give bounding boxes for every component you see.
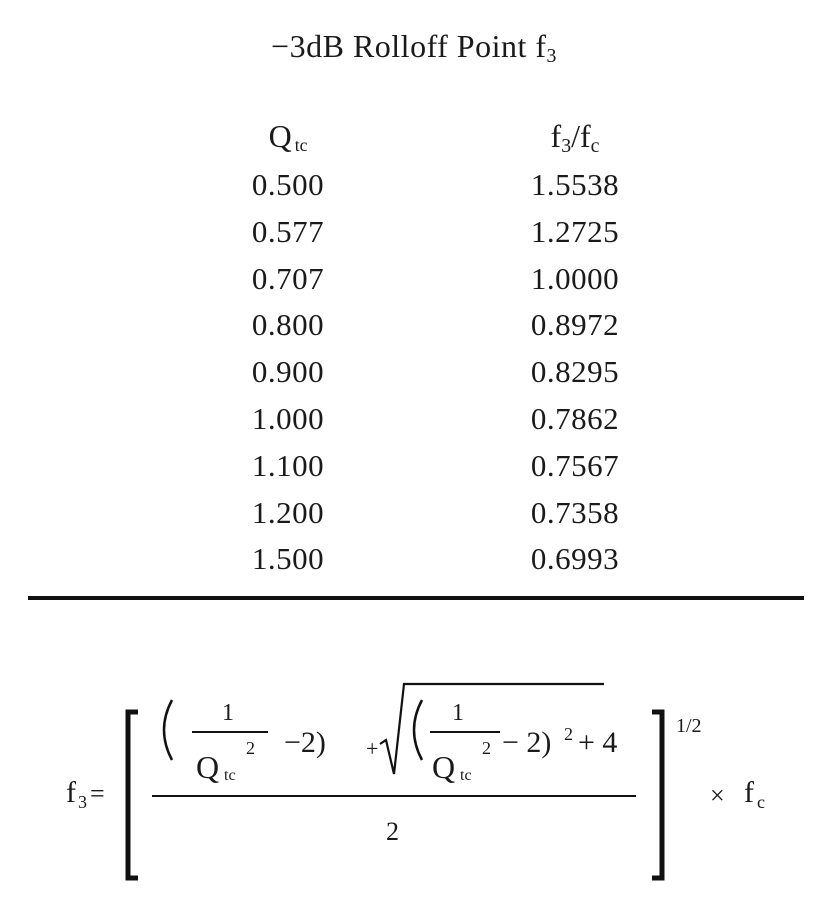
column-header-f (500, 118, 650, 158)
formula-exponent: 1/2 (676, 715, 702, 737)
formula-lhs: f (66, 776, 76, 809)
column-header-q-main: Q (268, 118, 292, 154)
open-paren-2 (414, 700, 422, 760)
f-value: 1.0000 (530, 260, 620, 296)
column-header-f-sub2: c (590, 134, 600, 157)
f-value: 0.8972 (530, 307, 620, 343)
q-column (228, 162, 348, 583)
horizontal-divider (28, 596, 804, 600)
f-value: 0.7862 (530, 400, 620, 436)
formula-q: Q (196, 749, 220, 785)
q-value: 1.100 (251, 447, 325, 483)
formula-q-b: Q (432, 749, 456, 785)
column-header-q (228, 118, 348, 156)
formula-minus-two: −2) (284, 726, 326, 759)
q-value: 1.000 (251, 400, 325, 436)
formula-plus-four: + 4 (578, 726, 618, 759)
column-header-f-sub1: 3 (561, 134, 572, 157)
q-value: 0.707 (251, 260, 325, 296)
f-column (500, 162, 650, 583)
f-value: 0.7567 (530, 447, 620, 483)
formula-times: × (710, 781, 725, 810)
q-value: 0.800 (251, 307, 325, 343)
formula-lhs-sub: 3 (78, 792, 87, 812)
column-header-f-slash: /f (571, 118, 591, 154)
formula-plus: + (366, 736, 379, 761)
f-value: 0.6993 (530, 541, 620, 577)
q-value: 0.577 (251, 213, 325, 249)
f-value: 1.5538 (530, 167, 620, 202)
q-value: 1.200 (251, 494, 325, 530)
formula-minus-two-b: − 2) (502, 726, 552, 759)
formula-q-sub: tc (224, 767, 236, 784)
formula-equals: = (90, 779, 105, 808)
open-paren-1 (164, 700, 172, 760)
title-subscript: 3 (546, 44, 557, 67)
title-text: −3dB Rolloff Point f (271, 28, 547, 64)
formula-denominator: 2 (386, 817, 399, 846)
q-value: 0.500 (251, 167, 325, 202)
formula-square-b: 2 (564, 724, 573, 744)
f-value: 0.7358 (530, 494, 620, 530)
f-value: 1.2725 (530, 213, 620, 249)
formula-fc: f (744, 776, 754, 809)
q-value: 0.900 (251, 354, 325, 390)
formula-square-c: 2 (482, 738, 491, 758)
formula-one-b: 1 (452, 700, 464, 726)
f-value: 0.8295 (530, 354, 620, 390)
q-value: 1.500 (251, 541, 325, 577)
right-bracket (652, 712, 662, 878)
formula-square: 2 (246, 738, 255, 758)
page-title (0, 28, 828, 68)
left-bracket (128, 712, 138, 878)
column-header-f-main: f (550, 118, 562, 154)
formula-fc-sub: c (757, 792, 765, 812)
formula-one: 1 (222, 700, 234, 726)
rolloff-formula (0, 640, 828, 900)
formula-q-sub-b: tc (460, 767, 472, 784)
column-header-q-sub: tc (294, 135, 308, 156)
